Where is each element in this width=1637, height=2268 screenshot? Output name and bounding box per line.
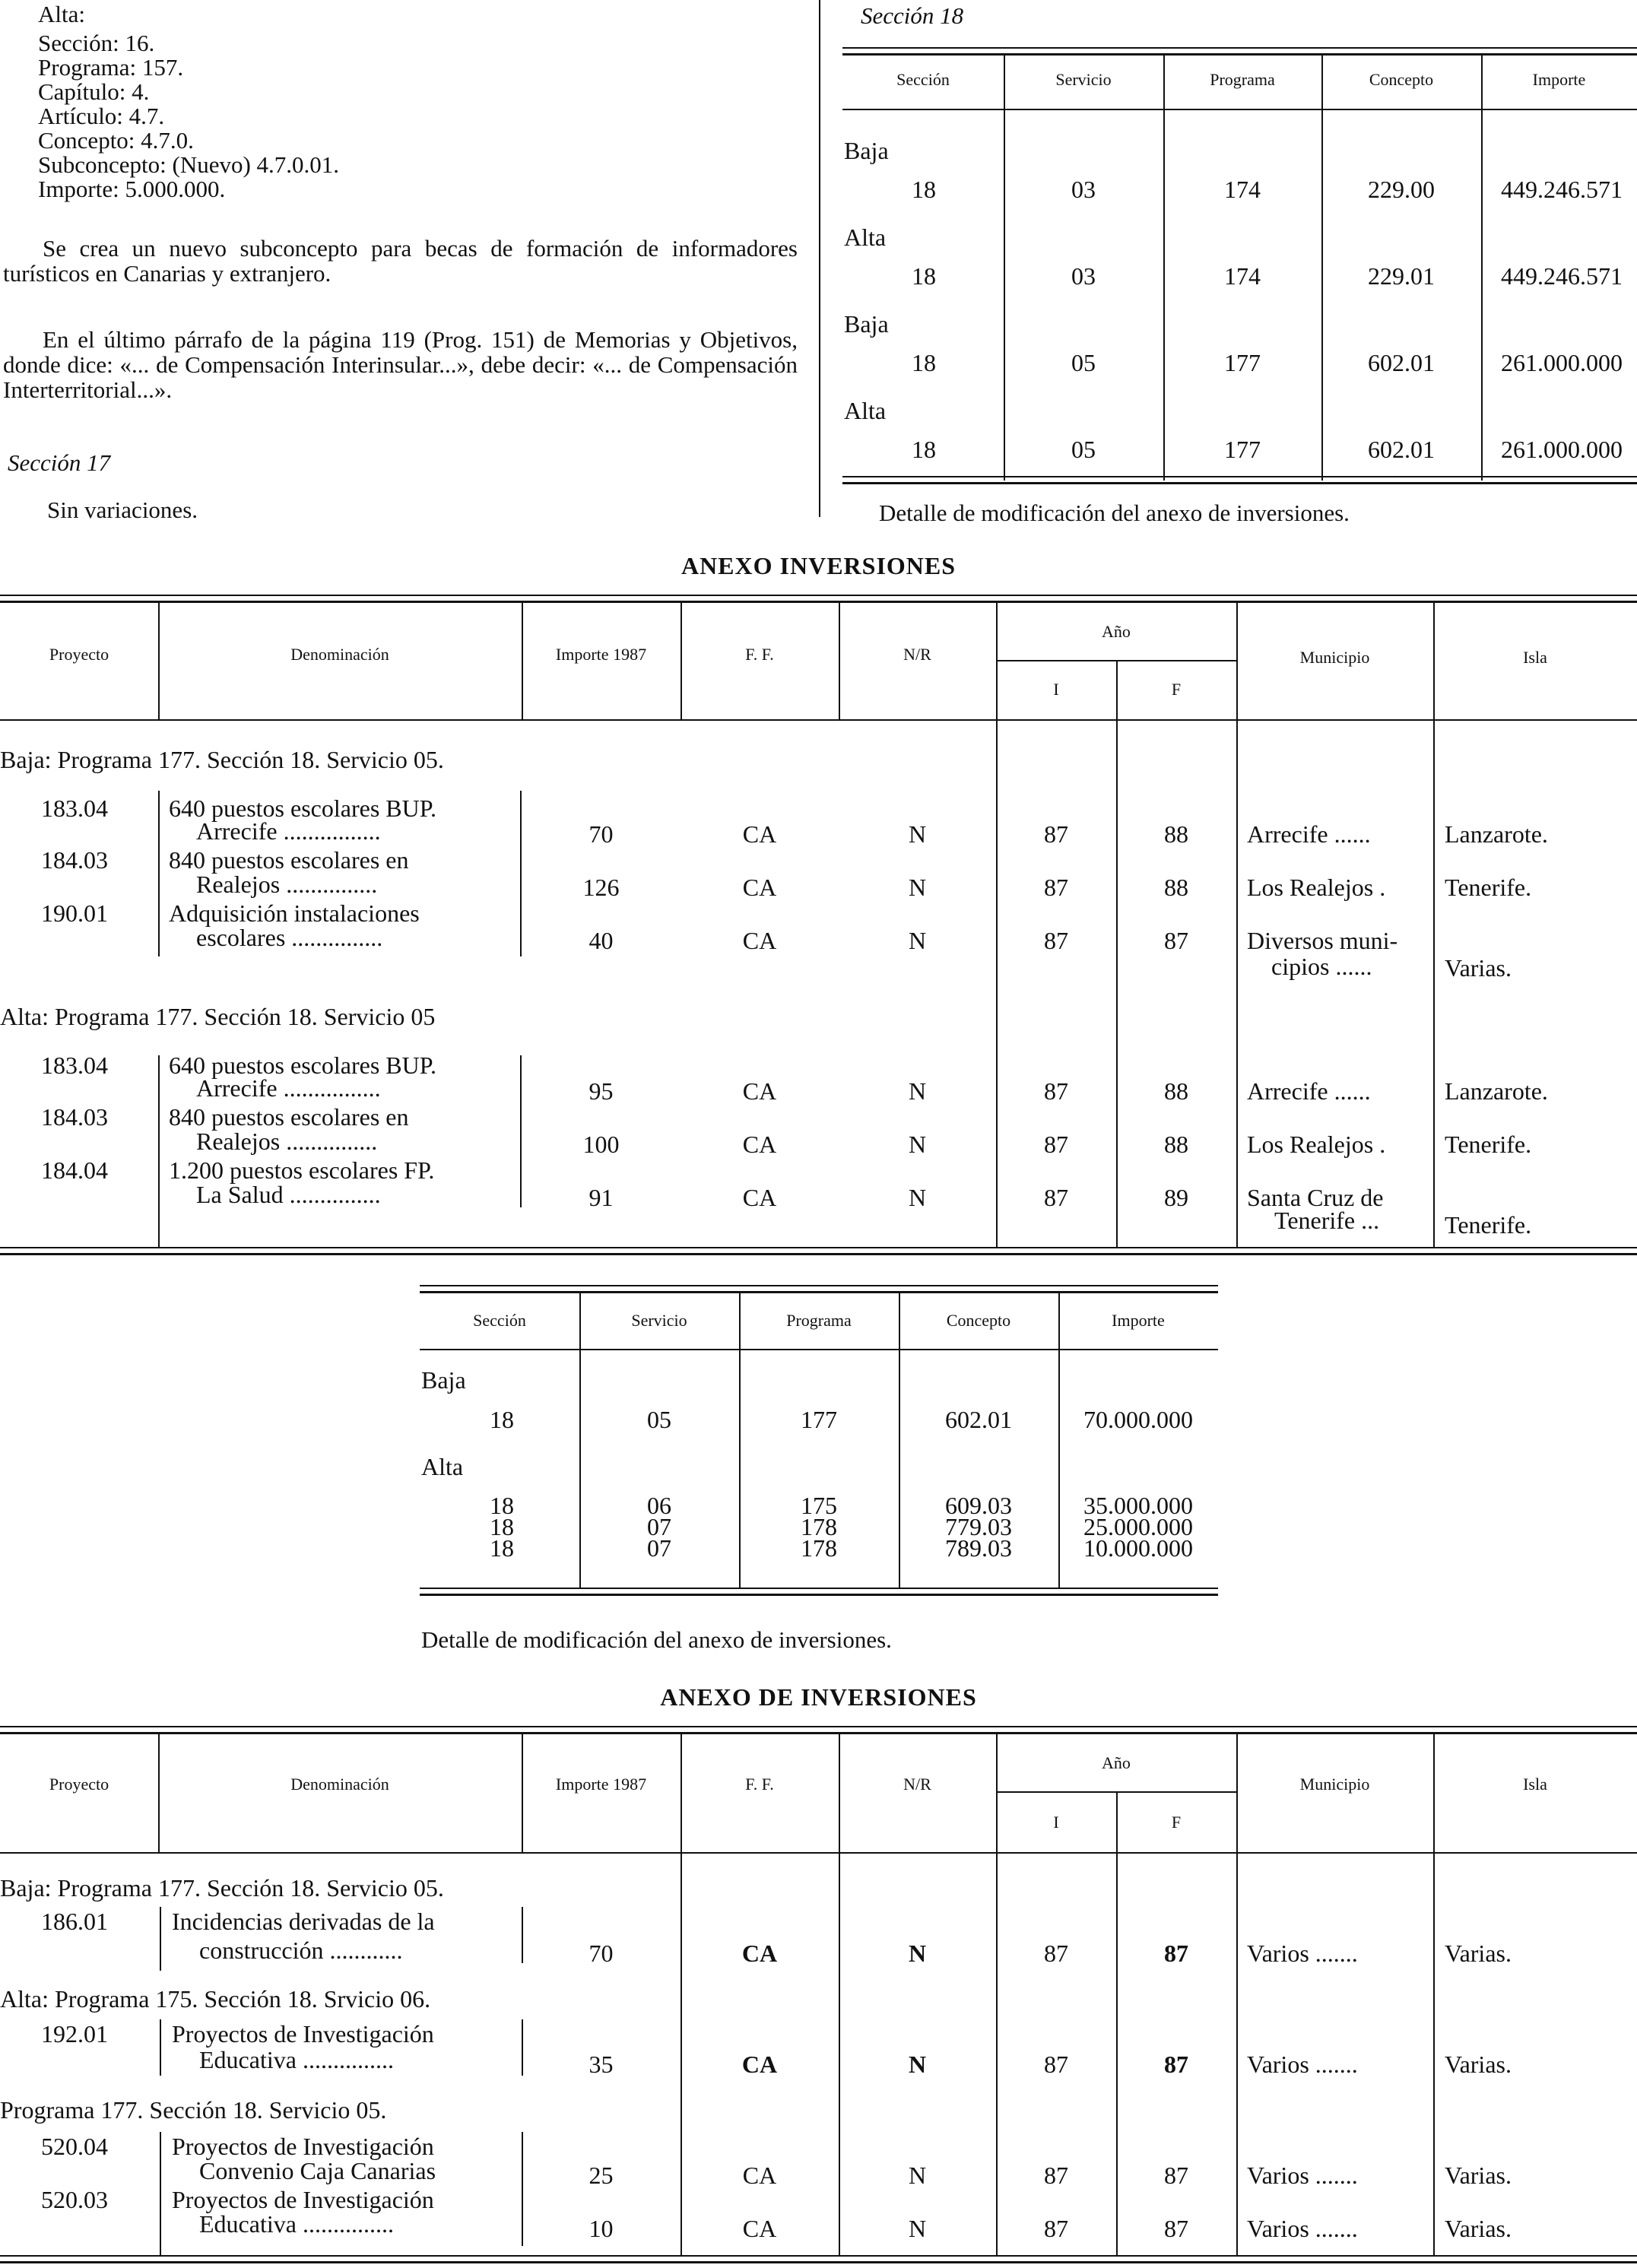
cell-importe: 126: [582, 874, 620, 901]
cell-concepto: 229.00: [1368, 176, 1435, 203]
cell-importe: 449.246.571: [1501, 176, 1623, 203]
cell-denominacion: Convenio Caja Canarias: [199, 2157, 436, 2184]
cell-denominacion: Educativa ...............: [199, 2210, 394, 2238]
cell-programa: 175: [801, 1492, 837, 1519]
denominacion-bracket: [158, 791, 160, 956]
rule: [0, 595, 1637, 596]
rule: [0, 601, 1637, 603]
group-label: Baja: Programa 177. Sección 18. Servicio 05.: [0, 1874, 444, 1902]
rule: [420, 1588, 1218, 1589]
rule: [842, 476, 1637, 477]
cell-denominacion: Incidencias derivadas de la: [172, 1908, 435, 1935]
cell-ff: CA: [742, 1184, 777, 1211]
header-seccion: Sección: [896, 70, 950, 89]
rule: [0, 2261, 1637, 2263]
cell-i: 87: [1044, 1077, 1068, 1105]
group-label: Alta: [844, 397, 887, 424]
cell-importe: 10.000.000: [1083, 1534, 1193, 1562]
programa-line: Programa: 157.: [38, 54, 184, 81]
group-label: Alta: [844, 224, 887, 251]
grid-line: [1433, 602, 1435, 1247]
cell-f: 88: [1164, 874, 1188, 901]
cell-proyecto: 186.01: [41, 1908, 108, 1935]
header-denominacion: Denominación: [290, 645, 389, 664]
cell-f: 88: [1164, 1131, 1188, 1158]
cell-ff: CA: [741, 1940, 778, 1967]
cell-proyecto: 184.03: [41, 1103, 108, 1131]
group-label: Baja: [421, 1366, 466, 1394]
cell-concepto: 602.01: [945, 1406, 1012, 1433]
cell-isla: Varias.: [1445, 1940, 1512, 1967]
cell-importe: 449.246.571: [1501, 262, 1623, 290]
cell-servicio: 05: [647, 1406, 671, 1433]
cell-seccion: 18: [490, 1513, 514, 1540]
cell-importe: 25.000.000: [1083, 1513, 1193, 1540]
column-divider: [819, 0, 820, 517]
cell-municipio: Varios .......: [1247, 2051, 1358, 2078]
cell-denominacion: Realejos ...............: [196, 1128, 378, 1155]
cell-i: 87: [1044, 2162, 1068, 2189]
cell-nr: N: [908, 2215, 927, 2242]
cell-denominacion: escolares ...............: [196, 924, 383, 951]
cell-servicio: 03: [1071, 262, 1096, 290]
header-isla: Isla: [1523, 1775, 1547, 1794]
header-municipio: Municipio: [1299, 1775, 1370, 1794]
rule: [0, 1852, 1637, 1854]
cell-importe: 91: [588, 1184, 614, 1211]
header-ff: F. F.: [745, 645, 774, 664]
cell-i: 87: [1044, 1131, 1068, 1158]
cell-denominacion: 840 puestos escolares en: [169, 1103, 409, 1131]
cell-servicio: 06: [647, 1492, 671, 1519]
grid-line: [1433, 1734, 1435, 2255]
header-nr: N/R: [903, 1775, 931, 1794]
cell-programa: 178: [801, 1513, 837, 1540]
cell-concepto: 789.03: [945, 1534, 1012, 1562]
cell-ff: CA: [742, 2162, 777, 2189]
denominacion-bracket: [160, 2132, 161, 2255]
rule: [420, 1291, 1218, 1293]
header-f: F: [1171, 680, 1182, 699]
cell-importe: 35: [588, 2051, 614, 2078]
cell-municipio: Varios .......: [1247, 2162, 1358, 2189]
cell-isla: Varias.: [1445, 2215, 1512, 2242]
cell-seccion: 18: [912, 436, 936, 463]
subconcepto-line: Subconcepto: (Nuevo) 4.7.0.01.: [38, 151, 340, 178]
header-ff: F. F.: [745, 1775, 774, 1794]
cell-isla: Tenerife.: [1445, 1211, 1532, 1239]
cell-denominacion: Proyectos de Investigación: [172, 2133, 434, 2160]
cell-denominacion: construcción ............: [199, 1937, 403, 1964]
cell-isla: Lanzarote.: [1445, 820, 1548, 848]
cell-ff: CA: [742, 1077, 777, 1105]
cell-proyecto: 190.01: [41, 899, 108, 927]
header-servicio: Servicio: [1055, 70, 1112, 89]
cell-municipio: Varios .......: [1247, 2215, 1358, 2242]
header-programa: Programa: [786, 1311, 852, 1330]
cell-i: 87: [1044, 2051, 1068, 2078]
header-ano: Año: [1102, 622, 1131, 641]
cell-importe: 10: [588, 2215, 614, 2242]
cell-municipio: Tenerife ...: [1274, 1207, 1380, 1234]
importe-line: Importe: 5.000.000.: [38, 176, 226, 202]
cell-ff: CA: [742, 820, 777, 848]
seccion-17-title: Sección 17: [8, 449, 111, 476]
cell-importe: 40: [588, 927, 614, 954]
cell-isla: Tenerife.: [1445, 874, 1532, 901]
cell-denominacion: Proyectos de Investigación: [172, 2020, 434, 2048]
rule: [0, 2255, 1637, 2257]
grid-line: [1481, 55, 1483, 481]
cell-importe: 70: [588, 820, 614, 848]
denominacion-bracket: [160, 2019, 161, 2076]
denominacion-bracket: [158, 1055, 160, 1247]
seccion-17-text: Sin variaciones.: [47, 496, 198, 523]
cell-proyecto: 183.04: [41, 1052, 108, 1079]
cell-ff: CA: [742, 927, 777, 954]
cell-concepto: 609.03: [945, 1492, 1012, 1519]
header-seccion: Sección: [473, 1311, 526, 1330]
header-importe: Importe 1987: [555, 645, 647, 664]
cell-i: 87: [1044, 1940, 1068, 1967]
cell-denominacion: 640 puestos escolares BUP.: [169, 1052, 436, 1079]
rule: [0, 1726, 1637, 1727]
cell-seccion: 18: [490, 1492, 514, 1519]
cell-denominacion: Realejos ...............: [196, 871, 378, 898]
header-nr: N/R: [903, 645, 931, 664]
cell-nr: N: [908, 874, 927, 901]
cell-municipio: Arrecife ......: [1247, 1077, 1371, 1105]
cell-servicio: 03: [1071, 176, 1096, 203]
cell-f: 87: [1164, 927, 1188, 954]
cell-proyecto: 184.04: [41, 1156, 108, 1184]
cell-ff: CA: [742, 1131, 777, 1158]
cell-programa: 177: [1224, 436, 1261, 463]
mid-table-caption: Detalle de modificación del anexo de inversiones.: [421, 1626, 892, 1653]
cell-concepto: 779.03: [945, 1513, 1012, 1540]
cell-ff: CA: [742, 874, 777, 901]
cell-f: 87: [1164, 2162, 1188, 2189]
cell-servicio: 07: [647, 1534, 671, 1562]
cell-isla: Lanzarote.: [1445, 1077, 1548, 1105]
cell-municipio: Arrecife ......: [1247, 820, 1371, 848]
cell-isla: Varias.: [1445, 2162, 1512, 2189]
cell-denominacion: Arrecife ................: [196, 1074, 381, 1102]
cell-nr: N: [908, 1131, 927, 1158]
cell-i: 87: [1044, 874, 1068, 901]
cell-programa: 174: [1224, 262, 1261, 290]
cell-municipio: Varios .......: [1247, 1940, 1358, 1967]
cell-importe: 261.000.000: [1501, 349, 1623, 376]
header-servicio: Servicio: [631, 1311, 687, 1330]
cell-seccion: 18: [490, 1534, 514, 1562]
cell-denominacion: Arrecife ................: [196, 817, 381, 845]
concepto-line: Concepto: 4.7.0.: [38, 127, 194, 154]
cell-nr: N: [908, 927, 927, 954]
cell-programa: 178: [801, 1534, 837, 1562]
header-proyecto: Proyecto: [49, 1775, 109, 1794]
header-denominacion: Denominación: [290, 1775, 389, 1794]
header-i: I: [1053, 680, 1059, 699]
rule: [420, 1594, 1218, 1596]
cell-programa: 177: [801, 1406, 837, 1433]
cell-isla: Tenerife.: [1445, 1131, 1532, 1158]
rule: [842, 47, 1637, 49]
paragraph-2: En el último párrafo de la página 119 (Prog. 151) de Memorias y Objetivos, donde dice: «... de Compensación Interinsular...», debe decir: «... de Compensación Interterritorial...».: [3, 326, 798, 403]
cell-programa: 177: [1224, 349, 1261, 376]
header-programa: Programa: [1210, 70, 1275, 89]
cell-seccion: 18: [912, 349, 936, 376]
grid-line: [1236, 1734, 1238, 2255]
cell-servicio: 07: [647, 1513, 671, 1540]
cell-i: 87: [1044, 2215, 1068, 2242]
cell-importe: 35.000.000: [1083, 1492, 1193, 1519]
header-importe: Importe: [1532, 70, 1586, 89]
cell-importe: 70.000.000: [1083, 1406, 1193, 1433]
cell-nr: N: [908, 1077, 927, 1105]
annex-1-title: ANEXO INVERSIONES: [680, 552, 957, 579]
group-label: Baja: Programa 177. Sección 18. Servicio 05.: [0, 746, 444, 773]
cell-municipio: cipios ......: [1271, 953, 1372, 980]
cell-isla: Varias.: [1445, 954, 1512, 982]
cell-importe: 95: [588, 1077, 614, 1105]
rule: [0, 1732, 1637, 1734]
cell-proyecto: 520.04: [41, 2133, 108, 2160]
cell-municipio: Santa Cruz de: [1247, 1184, 1384, 1211]
cell-importe: 70: [588, 1940, 614, 1967]
cell-i: 87: [1044, 927, 1068, 954]
seccion-18-caption: Detalle de modificación del anexo de inversiones.: [879, 500, 1350, 526]
header-isla: Isla: [1523, 648, 1547, 667]
header-proyecto: Proyecto: [49, 645, 109, 664]
capitulo-line: Capítulo: 4.: [38, 78, 150, 105]
cell-denominacion: Educativa ...............: [199, 2046, 394, 2073]
cell-proyecto: 183.04: [41, 795, 108, 822]
cell-f: 87: [1164, 2215, 1188, 2242]
cell-municipio: Los Realejos .: [1247, 1131, 1386, 1158]
cell-seccion: 18: [912, 176, 936, 203]
group-label: Alta: Programa 177. Sección 18. Servicio 05: [0, 1003, 436, 1030]
cell-nr: N: [908, 1184, 927, 1211]
cell-nr: N: [908, 2051, 927, 2078]
cell-seccion: 18: [912, 262, 936, 290]
cell-isla: Varias.: [1445, 2051, 1512, 2078]
cell-municipio: Diversos muni-: [1247, 927, 1398, 954]
cell-servicio: 05: [1071, 436, 1096, 463]
rule: [420, 1285, 1218, 1286]
rule: [0, 719, 1637, 721]
grid-line: [1116, 661, 1118, 1247]
cell-ff: CA: [741, 2051, 778, 2078]
alta-line: Alta:: [38, 1, 85, 27]
header-municipio: Municipio: [1299, 648, 1370, 667]
cell-f: 89: [1164, 1184, 1188, 1211]
seccion-18-title: Sección 18: [861, 2, 964, 29]
group-label: Alta: [421, 1453, 464, 1480]
cell-f: 88: [1164, 820, 1188, 848]
rule: [0, 1247, 1637, 1248]
cell-denominacion: 1.200 puestos escolares FP.: [169, 1156, 435, 1184]
cell-importe: 261.000.000: [1501, 436, 1623, 463]
cell-ff: CA: [742, 2215, 777, 2242]
cell-concepto: 602.01: [1368, 436, 1435, 463]
cell-f: 88: [1164, 1077, 1188, 1105]
cell-proyecto: 192.01: [41, 2020, 108, 2048]
group-label: Baja: [844, 310, 889, 338]
cell-concepto: 602.01: [1368, 349, 1435, 376]
header-concepto: Concepto: [1369, 70, 1434, 89]
cell-proyecto: 184.03: [41, 846, 108, 874]
denominacion-bracket: [160, 1907, 161, 1971]
grid-line: [1236, 602, 1238, 1247]
cell-denominacion: La Salud ...............: [196, 1181, 381, 1208]
header-concepto: Concepto: [946, 1311, 1011, 1330]
group-label: Baja: [844, 137, 889, 164]
header-ano: Año: [1102, 1753, 1131, 1772]
articulo-line: Artículo: 4.7.: [38, 103, 165, 129]
group-label: Alta: Programa 175. Sección 18. Srvicio 06.: [0, 1985, 431, 2013]
cell-nr: N: [908, 1940, 927, 1967]
cell-f: 87: [1164, 2051, 1188, 2078]
cell-municipio: Los Realejos .: [1247, 874, 1386, 901]
cell-nr: N: [908, 820, 927, 848]
paragraph-1: Se crea un nuevo subconcepto para becas de formación de informadores turísticos en Canarias y extranjero.: [3, 235, 798, 287]
cell-nr: N: [908, 2162, 927, 2189]
header-importe: Importe 1987: [555, 1775, 647, 1794]
header-importe: Importe: [1112, 1311, 1165, 1330]
cell-i: 87: [1044, 820, 1068, 848]
annex-2-title: ANEXO DE INVERSIONES: [660, 1683, 977, 1711]
cell-i: 87: [1044, 1184, 1068, 1211]
rule: [842, 482, 1637, 484]
cell-f: 87: [1164, 1940, 1188, 1967]
cell-servicio: 05: [1071, 349, 1096, 376]
cell-seccion: 18: [490, 1406, 514, 1433]
cell-importe: 100: [582, 1131, 620, 1158]
cell-denominacion: 640 puestos escolares BUP.: [169, 795, 436, 822]
cell-importe: 25: [588, 2162, 614, 2189]
rule: [420, 1349, 1218, 1350]
header-i: I: [1053, 1813, 1059, 1832]
rule: [0, 1253, 1637, 1255]
group-label: Programa 177. Sección 18. Servicio 05.: [0, 2096, 387, 2124]
cell-denominacion: 840 puestos escolares en: [169, 846, 409, 874]
seccion-line: Sección: 16.: [38, 30, 155, 56]
cell-programa: 174: [1224, 176, 1261, 203]
cell-denominacion: Proyectos de Investigación: [172, 2186, 434, 2213]
cell-concepto: 229.01: [1368, 262, 1435, 290]
rule: [842, 109, 1637, 110]
cell-proyecto: 520.03: [41, 2186, 108, 2213]
cell-denominacion: Adquisición instalaciones: [169, 899, 420, 927]
rule: [842, 53, 1637, 56]
header-f: F: [1171, 1813, 1182, 1832]
